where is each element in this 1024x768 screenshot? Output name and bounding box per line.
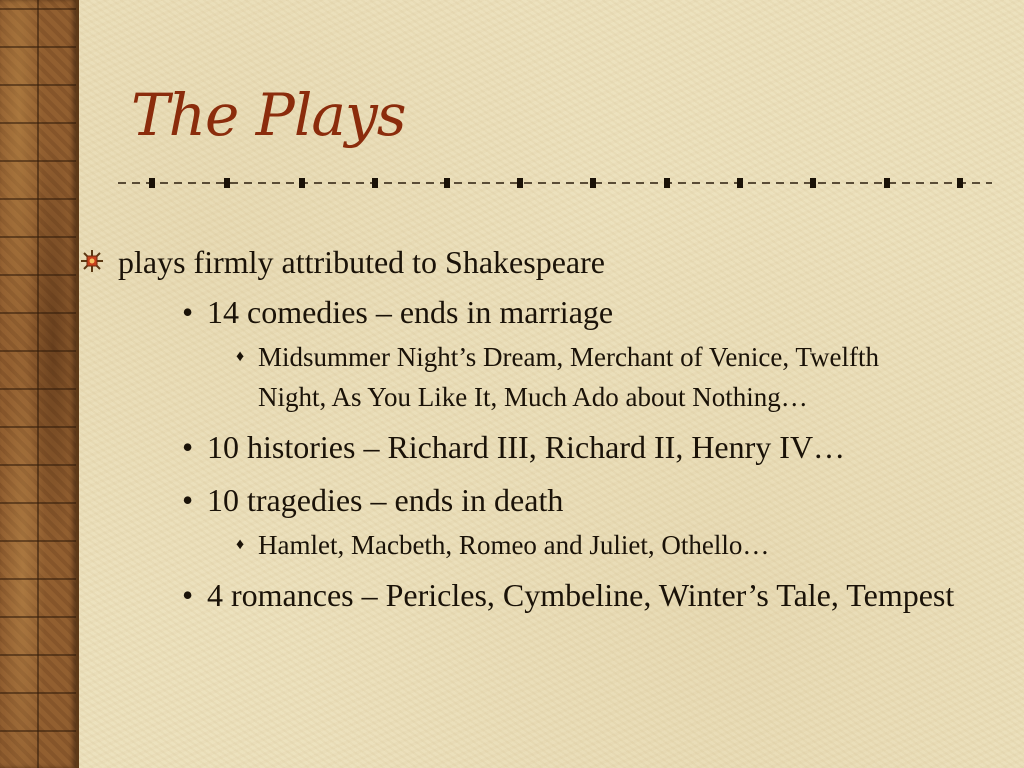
decorative-sidebar — [0, 0, 76, 768]
bullet-comedies — [78, 294, 1008, 330]
bullet-tragedies-examples-text: Hamlet, Macbeth, Romeo and Juliet, Othello… — [258, 530, 770, 560]
bullet-main-text: plays firmly attributed to Shakespeare — [118, 244, 605, 280]
dot-bullet: • — [182, 482, 194, 518]
bullet-histories — [78, 429, 1008, 465]
star-bullet-icon — [80, 249, 104, 273]
diamond-bullet-icon: ♦ — [236, 536, 245, 553]
bullet-tragedies-text: 10 tragedies – ends in death — [207, 482, 564, 518]
bullet-comedies-text: 14 comedies – ends in marriage — [207, 294, 614, 330]
bullet-tragedies-examples — [78, 525, 1008, 565]
title-divider — [118, 176, 992, 190]
slide-body — [78, 240, 1008, 630]
dot-bullet: • — [182, 577, 194, 613]
bullet-romances — [78, 577, 1008, 613]
bullet-comedies-examples — [78, 337, 1008, 417]
bullet-tragedies — [78, 482, 1008, 518]
slide-title: The Plays — [131, 81, 406, 149]
dot-bullet: • — [182, 429, 194, 465]
bullet-comedies-examples-text: Midsummer Night’s Dream, Merchant of Venice, Twelfth Night, As You Like It, Much Ado about Nothing… — [258, 342, 879, 412]
bullet-histories-text: 10 histories – Richard III, Richard II, Henry IV… — [207, 429, 846, 465]
bullet-main — [78, 240, 1008, 284]
diamond-bullet-icon: ♦ — [236, 348, 245, 365]
dot-bullet: • — [182, 294, 194, 330]
bullet-romances-text: 4 romances – Pericles, Cymbeline, Winter’s Tale, Tempest — [207, 577, 955, 613]
